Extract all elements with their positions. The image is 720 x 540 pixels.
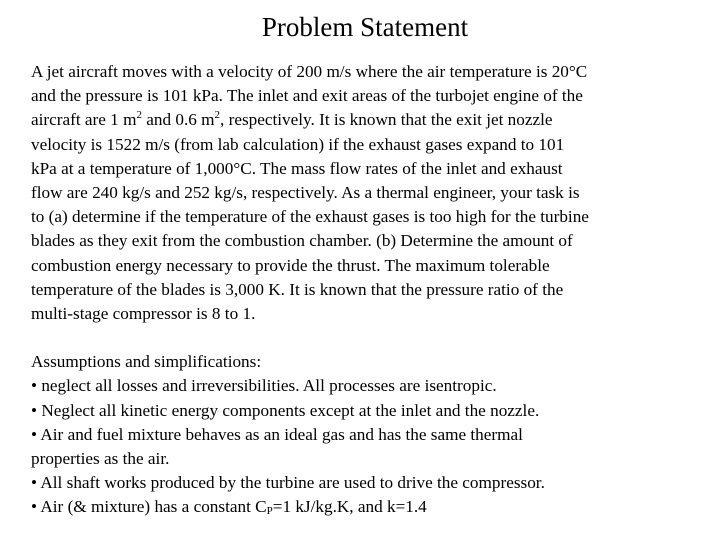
- superscript: 2: [136, 109, 142, 122]
- problem-text: and 0.6 m: [141, 110, 215, 130]
- problem-line: kPa at a temperature of 1,000°C. The mass flow rates of the inlet and exhaust: [31, 158, 563, 178]
- problem-line: A jet aircraft moves with a velocity of 200 m/s where the air temperature is 20°C: [31, 62, 588, 81]
- problem-text: , respectively. It is known that the exit jet nozzle: [220, 110, 553, 130]
- assumption-item-continuation: properties as the air.: [31, 449, 170, 469]
- paragraph-gap: [31, 326, 691, 350]
- assumption-item: • Neglect all kinetic energy components except at the inlet and the nozzle.: [31, 400, 540, 420]
- assumption-text: =1 kJ/kg.K, and k=1.4: [272, 497, 427, 517]
- problem-line: velocity is 1522 m/s (from lab calculation) if the exhaust gases expand to 101: [31, 134, 565, 154]
- assumption-item: • neglect all losses and irreversibilities. All processes are isentropic.: [31, 376, 497, 396]
- problem-line: combustion energy necessary to provide the thrust. The maximum tolerable: [31, 255, 550, 275]
- problem-text: aircraft are 1 m: [31, 110, 137, 130]
- assumption-item: [31, 495, 691, 519]
- superscript: 2: [214, 109, 221, 122]
- assumptions-heading: Assumptions and simplifications:: [31, 352, 262, 372]
- assumption-item: • Air and fuel mixture behaves as an ideal gas and has the same thermal: [31, 424, 523, 444]
- assumptions-list: [31, 350, 691, 519]
- problem-line: flow are 240 kg/s and 252 kg/s, respectively. As a thermal engineer, your task is: [31, 183, 580, 203]
- problem-line: and the pressure is 101 kPa. The inlet and exit areas of the turbojet engine of the: [31, 86, 583, 106]
- problem-line: [31, 108, 691, 132]
- problem-line: blades as they exit from the combustion chamber. (b) Determine the amount of: [31, 231, 573, 251]
- page-title: Problem Statement: [261, 12, 469, 42]
- problem-paragraph: [31, 60, 691, 326]
- assumption-item: • All shaft works produced by the turbine are used to drive the compressor.: [31, 473, 545, 493]
- problem-line: temperature of the blades is 3,000 K. It is known that the pressure ratio of the: [31, 279, 564, 299]
- problem-line: multi-stage compressor is 8 to 1.: [31, 304, 256, 324]
- problem-line: to (a) determine if the temperature of the exhaust gases is too high for the turbine: [31, 207, 589, 227]
- subscript: P: [266, 505, 273, 518]
- slide-body: [31, 60, 691, 520]
- assumption-text: • Air (& mixture) has a constant C: [31, 497, 267, 517]
